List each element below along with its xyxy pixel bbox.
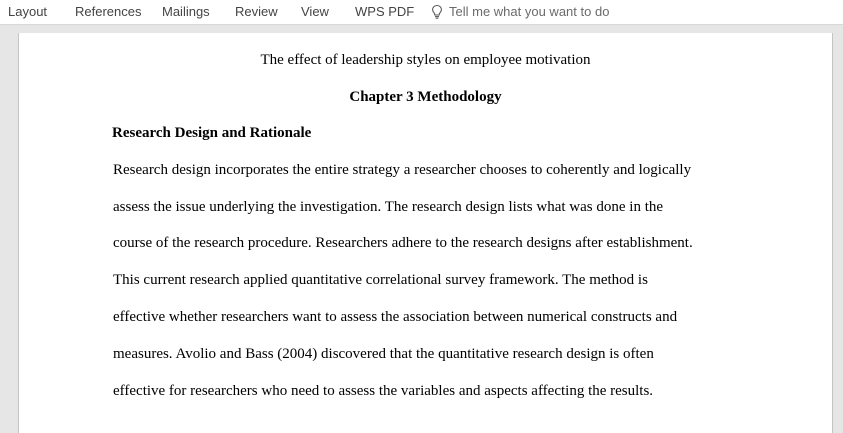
- body-line: This current research applied quantitative correlational survey framework. The method is: [113, 272, 648, 288]
- tab-view[interactable]: View: [301, 4, 329, 19]
- chapter-heading: Chapter 3 Methodology: [349, 89, 502, 105]
- body-line: measures. Avolio and Bass (2004) discovered that the quantitative research design is often: [113, 346, 654, 362]
- ribbon-divider: [0, 24, 843, 25]
- tab-wps-pdf[interactable]: WPS PDF: [355, 4, 415, 19]
- body-line: effective whether researchers want to assess the association between numerical constructs and: [113, 309, 678, 325]
- tell-me-placeholder: Tell me what you want to do: [449, 4, 610, 19]
- tab-references[interactable]: References: [75, 4, 142, 19]
- ribbon-tab-bar: [0, 0, 843, 24]
- tab-layout[interactable]: Layout: [8, 4, 48, 19]
- section-heading: Research Design and Rationale: [112, 125, 312, 141]
- body-line: effective for researchers who need to assess the variables and aspects affecting the results.: [113, 383, 654, 399]
- tab-review[interactable]: Review: [235, 4, 278, 19]
- tab-mailings[interactable]: Mailings: [162, 4, 210, 19]
- body-line: course of the research procedure. Researchers adhere to the research designs after establishment.: [113, 235, 693, 251]
- document-page[interactable]: [18, 33, 833, 433]
- body-line: Research design incorporates the entire strategy a researcher chooses to coherently and logically: [113, 162, 692, 178]
- document-title: The effect of leadership styles on employee motivation: [260, 52, 591, 68]
- lightbulb-icon: [431, 4, 443, 20]
- body-line: assess the issue underlying the investigation. The research design lists what was done in the: [113, 199, 664, 215]
- tell-me-search[interactable]: [431, 4, 609, 20]
